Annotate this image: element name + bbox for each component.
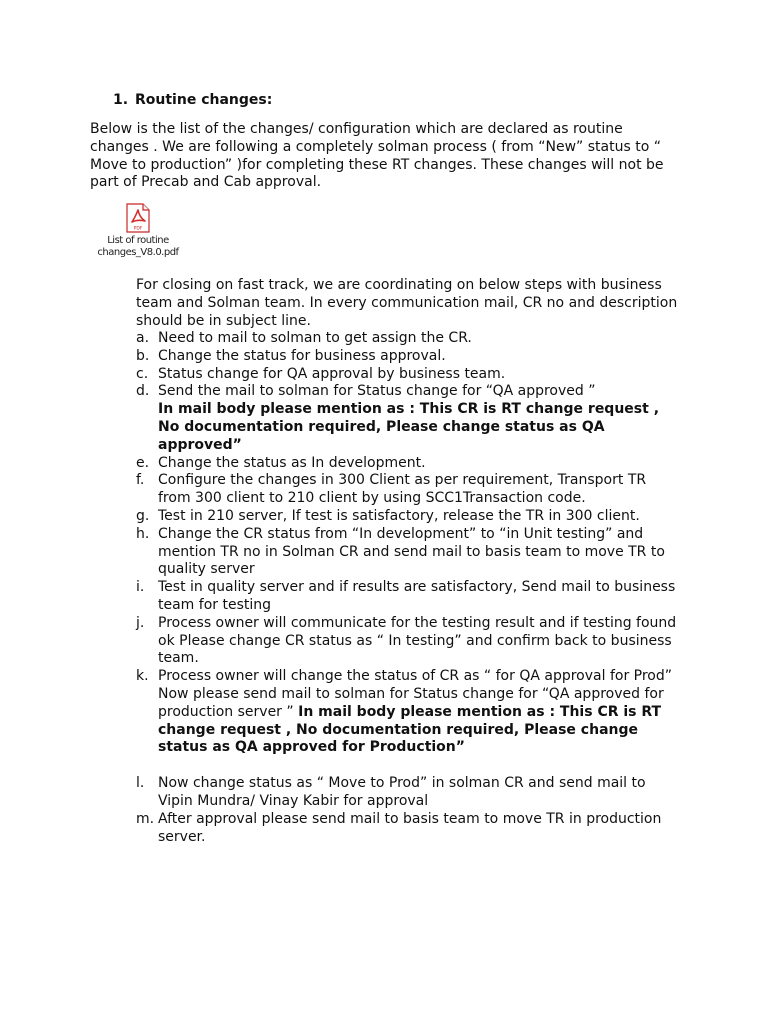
step-text: Process owner will change the status of CR as “ for QA approval for Prod” Now please send mail to solman for Status change for “QA approved for production server ” (158, 668, 672, 720)
list-item (136, 383, 681, 454)
list-marker: h. (136, 525, 150, 542)
step-text: Send the mail to solman for Status change for “QA approved ” (158, 383, 596, 400)
section-title: Routine changes: (135, 92, 273, 108)
list-item (136, 348, 681, 366)
list-marker: m. (136, 810, 155, 827)
section-number: 1. (113, 92, 129, 108)
list-item (136, 472, 681, 508)
list-marker: f. (136, 472, 145, 489)
list-item (136, 775, 681, 811)
step-text: Change the status for business approval. (158, 347, 446, 364)
pdf-attachment[interactable] (93, 203, 183, 259)
step-text: Now change status as “ Move to Prod” in solman CR and send mail to Vipin Mundra/ Vinay Kabir for approval (158, 775, 646, 809)
list-item (136, 668, 681, 775)
list-marker: k. (136, 668, 149, 685)
step-text: Test in 210 server, If test is satisfactory, release the TR in 300 client. (158, 507, 640, 524)
list-marker: b. (136, 347, 150, 364)
list-item (136, 455, 681, 473)
list-marker: d. (136, 383, 150, 400)
pdf-badge: PDF (133, 226, 143, 232)
list-marker: e. (136, 454, 150, 471)
step-text: Test in quality server and if results are satisfactory, Send mail to business team for testing (158, 579, 676, 613)
list-item (136, 811, 681, 847)
pdf-file-icon (125, 203, 151, 233)
step-text: Need to mail to solman to get assign the CR. (158, 330, 472, 346)
paragraph-gap (158, 757, 681, 775)
attachment-label: List of routine changes_V8.0.pdf (97, 235, 179, 258)
step-bold-instruction: In mail body please mention as : This CR is RT change request , No documentation required, Please change status as QA approved for Production” (158, 703, 662, 756)
list-item (136, 366, 681, 384)
section-heading (113, 92, 272, 110)
step-text: Change the status as In development. (158, 454, 426, 471)
step-text: Status change for QA approval by business team. (158, 365, 506, 382)
list-marker: g. (136, 507, 150, 524)
list-item (136, 526, 681, 579)
list-item (136, 579, 681, 615)
list-item (136, 508, 681, 526)
step-text: Change the CR status from “In development” to “in Unit testing” and mention TR no in Solman CR and send mail to basis team to move TR to quality server (158, 525, 665, 578)
list-item (136, 330, 681, 348)
steps-intro-paragraph: For closing on fast track, we are coordinating on below steps with business team and Solman team. In every communication mail, CR no and description should be in subject line. (136, 277, 678, 329)
list-marker: j. (136, 614, 145, 631)
steps-list (136, 330, 681, 846)
list-marker: l. (136, 775, 145, 792)
list-marker: i. (136, 579, 145, 596)
step-text: Configure the changes in 300 Client as per requirement, Transport TR from 300 client to 210 client by using SCC1Transaction code. (158, 472, 647, 507)
list-marker: a. (136, 330, 150, 346)
list-marker: c. (136, 365, 149, 382)
step-text: Process owner will communicate for the testing result and if testing found ok Please change CR status as “ In testing” and confirm back to business team. (158, 614, 677, 667)
step-bold-instruction: In mail body please mention as : This CR is RT change request , No documentation required, Please change status as QA approved” (158, 401, 660, 453)
list-item (136, 615, 681, 668)
step-text: After approval please send mail to basis team to move TR in production server. (158, 810, 662, 845)
intro-paragraph: Below is the list of the changes/ configuration which are declared as routine changes . We are following a completely solman process ( from “New” status to “ Move to production” )for completing these RT changes. These changes will not be part of Precab and Cab approval. (90, 121, 664, 191)
